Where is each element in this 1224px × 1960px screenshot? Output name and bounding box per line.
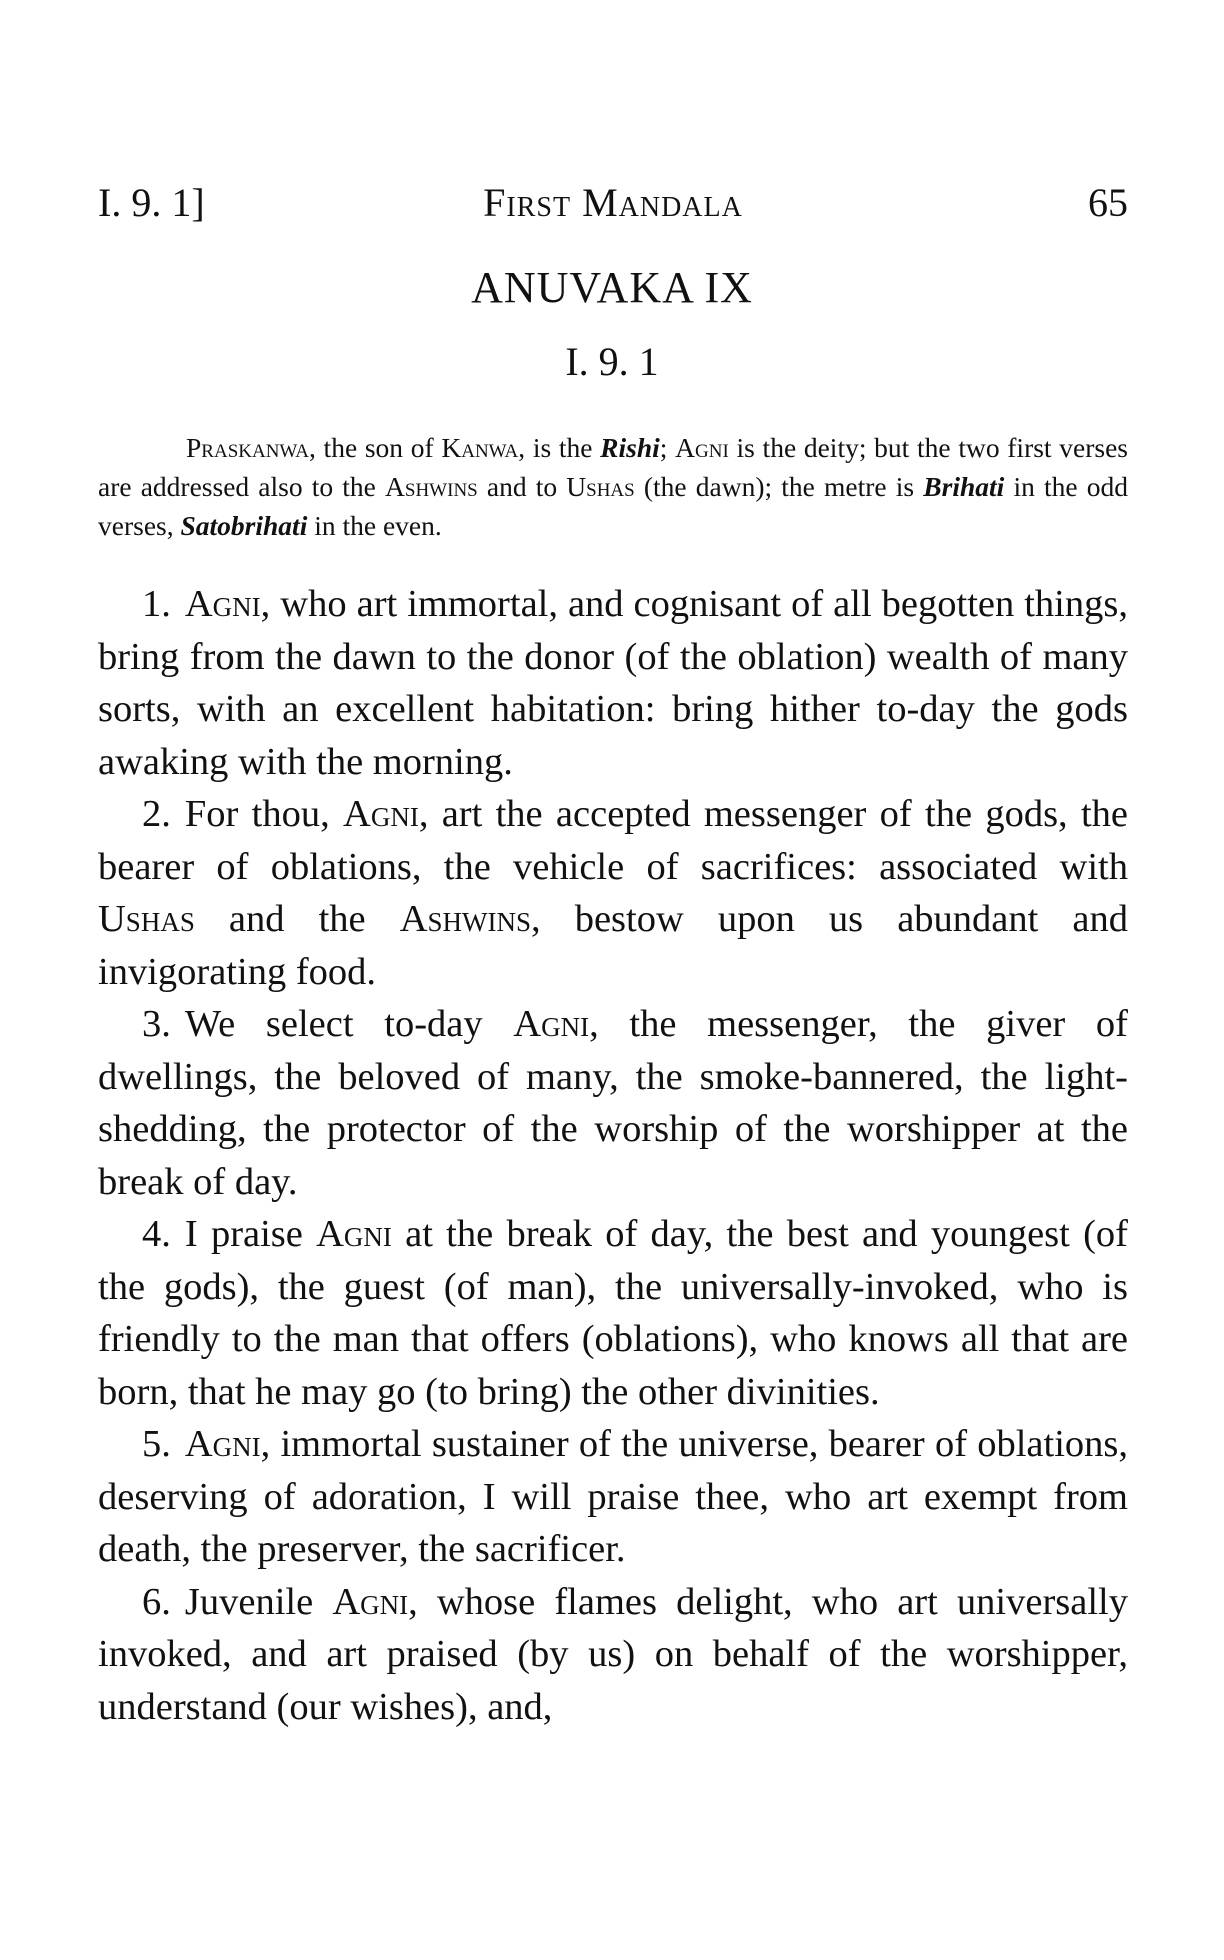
hymn-reference: I. 9. 1 [565,339,659,384]
verse-5 [98,1418,1128,1576]
verse-text: , art the accepted messenger of the gods, the bearer of oblations, the vehicle of sacrifices: associated with [98,793,1128,888]
intro-metre-satobrihati: Satobrihati [180,509,308,541]
deity-name: Ushas [98,898,195,940]
intro-rishi-name: Praskanwa [186,431,309,463]
running-head [98,178,1128,228]
verse-1 [98,578,1128,788]
verse-text: , the messenger, the giver of dwellings, the beloved of many, the smoke-bannered, the light-shedding, the protector of the worship of the worshipper at the break of day. [98,1003,1129,1203]
verse-text: We select to-day [184,1003,514,1045]
intro-text: , is the [518,431,601,463]
verse-number: 6. [142,1580,171,1623]
verse-text: I praise [184,1213,317,1255]
verse-text: , immortal sustainer of the universe, bearer of oblations, deserving of adoration, I will praise thee, who art exempt from death, the preserver, the sacrificer. [98,1423,1128,1570]
intro-text: , the son of [308,431,442,463]
deity-name: Agni [184,1423,261,1465]
intro-text: (the dawn); the metre is [634,470,924,502]
verse-number: 2. [142,793,171,835]
deity-name: Agni [184,583,261,625]
verse-number: 3. [142,1003,171,1045]
deity-name: Agni [316,1213,392,1255]
deity-name: Agni [343,793,419,835]
running-title: First Mandala [483,180,743,225]
deity-name: Agni [513,1003,590,1045]
section-reference: I. 9. 1] [98,180,205,225]
intro-text: and to [477,470,567,502]
hymn-introduction [98,428,1128,545]
verse-text: Juvenile [184,1580,333,1623]
intro-ashwins-name: Ashwins [385,470,478,502]
verse-text: , who art immortal, and cognisant of all begotten things, bring from the dawn to the donor (of the oblation) wealth of many sorts, with an excellent habitation: bring hither to-day the gods awaking with the morning. [98,583,1128,783]
intro-text: is the deity; but the two first verses are addressed also to the [98,431,1129,502]
verse-4 [98,1208,1128,1418]
verse-list [98,578,1128,1733]
verse-text: , bestow upon us abundant and invigorating food. [98,898,1129,993]
intro-text: in the even. [307,509,442,541]
intro-kanwa-name: Kanwa [441,431,519,463]
verse-6 [98,1576,1128,1734]
verse-3 [98,998,1128,1208]
intro-text: in the odd verses, [98,470,1128,541]
intro-rishi-term: Rishi [600,431,660,463]
deity-name: Ashwins [399,898,531,940]
verse-number: 5. [142,1423,171,1465]
verse-2 [98,788,1128,998]
intro-ushas-name: Ushas [566,470,635,502]
page-number: 65 [1088,180,1128,225]
intro-metre-brihati: Brihati [923,470,1005,502]
verse-text: For thou, [184,793,344,835]
intro-text: ; [659,431,676,463]
verse-number: 4. [142,1213,171,1255]
verse-text: and the [194,898,400,940]
verse-text: at the break of day, the best and youngest (of the gods), the guest (of man), the universally-invoked, who is friendly to the man that offers (oblations), who knows all that are born, that he may go (to bring) the other divinities. [98,1213,1128,1413]
verse-text: , whose flames delight, who art universally invoked, and art praised (by us) on behalf of the worshipper, understand (our wishes), and, [98,1580,1128,1728]
intro-deity-name: Agni [675,431,729,463]
anuvaka-heading: ANUVAKA IX [471,263,753,312]
verse-number: 1. [142,583,171,625]
deity-name: Agni [332,1580,409,1623]
